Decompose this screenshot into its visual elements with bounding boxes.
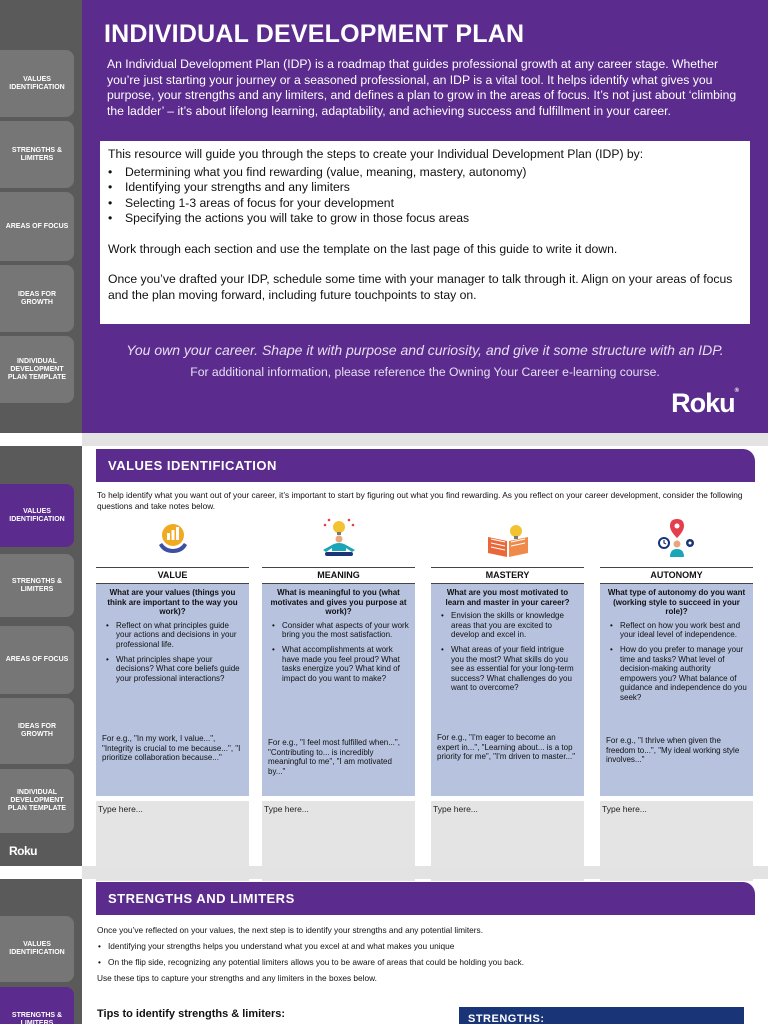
example-text: For e.g., "I thrive when given the freedom to...", "My ideal working style involves..." <box>606 736 740 765</box>
list-item: • What areas of your field intrigue you the most? What skills do you see as essential for your long-term success? What challenges do you want to overcome? <box>437 645 578 693</box>
list-item: • What accomplishments at work have made you feel proud? What tasks energize you? What kind of impact do you want to make? <box>268 645 409 683</box>
list-item: • Identifying your strengths helps you understand what you excel at and what makes you unique <box>97 941 757 952</box>
tagline: You own your career. Shape it with purpose and curiosity, and give it some structure with an IDP. <box>126 342 724 358</box>
column-title: MEANING <box>317 570 360 580</box>
divider <box>600 567 753 568</box>
list-item: • Reflect on what principles guide your actions and decisions in your professional life. <box>102 621 243 650</box>
tips-title: Tips to identify strengths & limiters: <box>97 1008 286 1020</box>
list-item: • On the flip side, recognizing any potential limiters allows you to be aware of areas that could be holding you back. <box>97 957 757 968</box>
sidebar-item-areas[interactable]: AREAS OF FOCUS <box>0 192 74 261</box>
section-heading-values: VALUES IDENTIFICATION <box>96 449 755 482</box>
sidebar-item-template[interactable]: INDIVIDUAL DEVELOPMENT PLAN TEMPLATE <box>0 336 74 403</box>
example-text: For e.g., "I feel most fulfilled when...", "Contributing to... is incredibly meaningful to me", "I am motivated by..." <box>268 738 400 776</box>
list-item: • Specifying the actions you will take to grow in those focus areas <box>108 211 742 227</box>
strengths-intro <box>97 925 757 984</box>
notes-field-mastery[interactable]: Type here... <box>431 801 584 881</box>
values-intro: To help identify what you want out of your career, it’s important to start by figuring out what you find rewarding. As you reflect on your career development, consider the following questions and take notes below. <box>97 490 743 511</box>
guide-box <box>100 141 750 324</box>
list-item: • How do you prefer to manage your time and tasks? What level of decision-making authority empowers you? What balance of guidance and independence do you seek? <box>606 645 747 703</box>
open-book-lightbulb-icon <box>431 514 584 564</box>
question-card <box>96 584 249 796</box>
sidebar-page-2 <box>0 446 82 866</box>
guide-list <box>108 165 742 227</box>
intro-paragraph: An Individual Development Plan (IDP) is a roadmap that guides professional growth at any career stage. Whether you’re just starting your journey or a seasoned professional, an IDP is a vital tool. It helps identify what gives you purpose, your strengths and any limiters, and defines a plan to grow in the areas of focus. It’s not just about ‘climbing the ladder’ – it’s about lifelong learning, adaptability, and achieving success and fulfillment in your career. <box>107 57 737 118</box>
guide-paragraph-2: Work through each section and use the template on the last page of this guide to write it down. <box>108 241 618 256</box>
sidebar-item-values[interactable]: VALUES IDENTIFICATION <box>0 50 74 117</box>
notes-field-meaning[interactable]: Type here... <box>262 801 415 881</box>
question-card <box>262 584 415 796</box>
list-item: • Determining what you find rewarding (value, meaning, mastery, autonomy) <box>108 165 742 181</box>
sidebar-item-areas[interactable]: AREAS OF FOCUS <box>0 626 74 694</box>
info-text: For additional information, please reference the Owning Your Career e-learning course. <box>190 365 660 379</box>
page-divider <box>82 866 768 879</box>
example-text: For e.g., "In my work, I value...", "Integrity is crucial to me because...", "I prioritize collaboration because..." <box>102 734 241 763</box>
column-title: VALUE <box>157 570 188 580</box>
question-card <box>431 584 584 796</box>
section-heading-strengths: STRENGTHS AND LIMITERS <box>96 882 755 915</box>
strengths-intro-text: Once you’ve reflected on your values, the next step is to identify your strengths and any potential limiters. <box>97 925 484 935</box>
question: What type of autonomy do you want (working style to succeed in your role)? <box>607 588 746 617</box>
sidebar-item-values[interactable]: VALUES IDENTIFICATION <box>0 484 74 547</box>
sidebar-item-strengths[interactable]: STRENGTHS & LIMITERS <box>0 554 74 617</box>
divider <box>431 567 584 568</box>
list-item: • Consider what aspects of your work bring you the most satisfaction. <box>268 621 409 640</box>
guide-paragraph-3: Once you’ve drafted your IDP, schedule some time with your manager to talk through it. Align on your areas of focus and the plan moving forward, including future touchpoints to stay on. <box>108 272 733 302</box>
sidebar-item-template[interactable]: INDIVIDUAL DEVELOPMENT PLAN TEMPLATE <box>0 769 74 833</box>
roku-logo: Roku® <box>671 388 738 418</box>
meditation-lightbulb-icon <box>262 514 415 564</box>
intro-panel <box>82 0 768 433</box>
list-item: • Selecting 1-3 areas of focus for your development <box>108 196 742 212</box>
person-location-gear-icon <box>600 514 753 564</box>
question: What are you most motivated to learn and master in your career? <box>445 588 570 607</box>
column-title: AUTONOMY <box>650 570 703 580</box>
strengths-outro: Use these tips to capture your strengths and any limiters in the boxes below. <box>97 973 377 983</box>
hands-coins-icon <box>96 514 249 564</box>
list-item: • Envision the skills or knowledge areas that you are excited to develop and excel in. <box>437 611 578 640</box>
divider <box>96 567 249 568</box>
question-card <box>600 584 753 796</box>
example-text: For e.g., "I'm eager to become an expert in...", "Learning about... is a top priority for me", "I'm driven to master..." <box>437 733 576 762</box>
guide-lead: This resource will guide you through the steps to create your Individual Development Plan (IDP) by: <box>108 147 644 161</box>
question: What is meaningful to you (what motivates and gives you purpose at work)? <box>270 588 407 617</box>
page-title: INDIVIDUAL DEVELOPMENT PLAN <box>104 20 525 48</box>
notes-field-autonomy[interactable]: Type here... <box>600 801 753 881</box>
sidebar-item-values[interactable]: VALUES IDENTIFICATION <box>0 916 74 982</box>
list-item: • Identifying your strengths and any limiters <box>108 180 742 196</box>
sidebar-item-ideas[interactable]: IDEAS FOR GROWTH <box>0 265 74 332</box>
sidebar-page-1 <box>0 0 82 433</box>
roku-logo: Roku <box>9 844 37 858</box>
page-divider <box>82 433 768 446</box>
column-title: MASTERY <box>485 570 530 580</box>
divider <box>262 567 415 568</box>
sidebar-item-ideas[interactable]: IDEAS FOR GROWTH <box>0 698 74 764</box>
sidebar-page-3 <box>0 879 82 1024</box>
list-item: • What principles shape your decisions? What core beliefs guide your professional interactions? <box>102 655 243 684</box>
sidebar-item-strengths[interactable]: STRENGTHS & LIMITERS <box>0 121 74 188</box>
question: What are your values (things you think are important to the way you work)? <box>107 588 238 617</box>
list-item: • Reflect on how you work best and your ideal level of independence. <box>606 621 747 640</box>
sidebar-item-strengths[interactable]: STRENGTHS & LIMITERS <box>0 987 74 1024</box>
notes-field-value[interactable]: Type here... <box>96 801 249 881</box>
strengths-box-header: STRENGTHS: <box>459 1007 744 1024</box>
